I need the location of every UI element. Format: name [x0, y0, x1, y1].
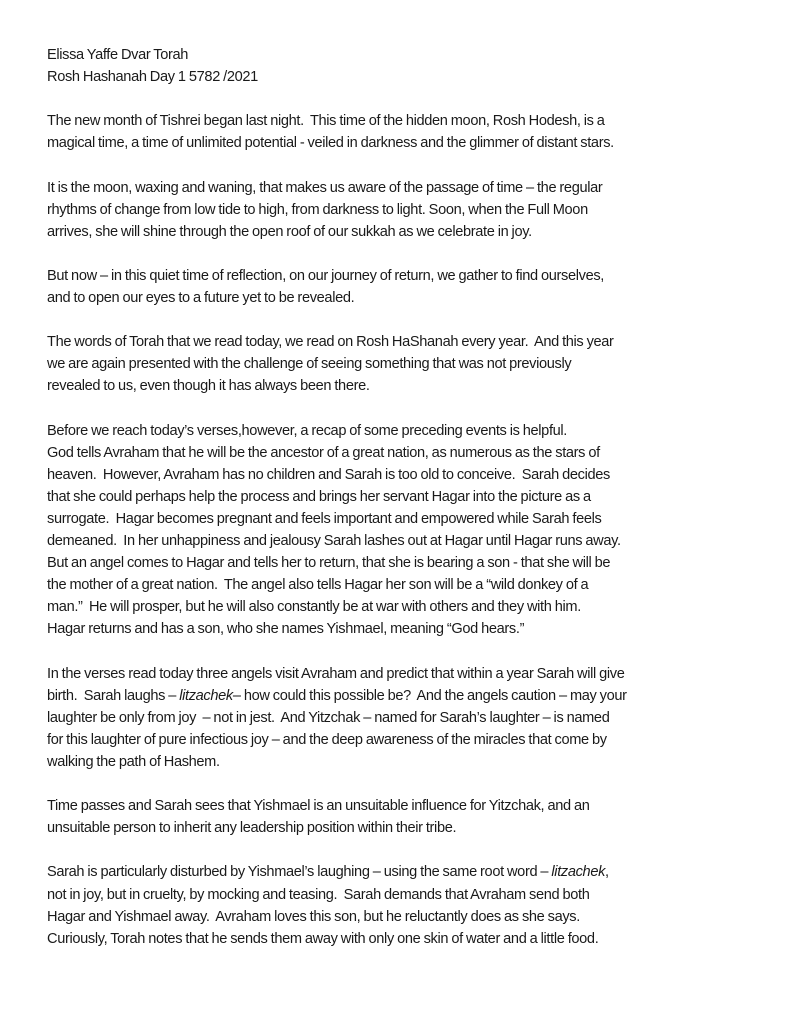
text-segment: Hagar returns and has a son, who she names Yishmael, meaning “God hears.” [47, 621, 525, 638]
text-line [47, 265, 747, 287]
paragraph-spacer [47, 773, 747, 795]
text-line [47, 707, 747, 729]
occasion-date-line: Rosh Hashanah Day 1 5782 /2021 [47, 69, 258, 86]
text-line [47, 221, 747, 243]
text-line [47, 795, 747, 817]
text-line [47, 464, 747, 486]
paragraph-spacer [47, 839, 747, 861]
text-segment: revealed to us, even though it has always been there. [47, 378, 370, 395]
text-segment: It is the moon, waxing and waning, that makes us aware of the passage of time – the regular [47, 179, 603, 196]
text-segment: birth. Sarah laughs – [47, 687, 180, 704]
text-segment: we are again presented with the challenge of seeing something that was not previously [47, 356, 572, 373]
paragraph [47, 420, 747, 641]
paragraphs-container [47, 88, 747, 950]
text-segment: Sarah is particularly disturbed by Yishmael’s laughing – using the same root word – [47, 864, 552, 881]
text-segment: rhythms of change from low tide to high, from darkness to light. Soon, when the Full Moon [47, 201, 588, 218]
text-line [47, 552, 747, 574]
text-line [47, 729, 747, 751]
text-segment: The words of Torah that we read today, we read on Rosh HaShanah every year. And this year [47, 334, 614, 351]
text-line [47, 574, 747, 596]
text-segment: walking the path of Hashem. [47, 754, 220, 770]
text-line [47, 861, 747, 883]
text-line [47, 596, 747, 618]
text-segment: In the verses read today three angels visit Avraham and predict that within a year Sarah will give [47, 665, 625, 682]
paragraph-spacer [47, 641, 747, 663]
text-segment: But an angel comes to Hagar and tells her to return, that she is bearing a son - that she will be [47, 555, 611, 572]
text-line [47, 420, 747, 442]
text-line [47, 199, 747, 221]
text-segment: Time passes and Sarah sees that Yishmael is an unsuitable influence for Yitzchak, and an [47, 798, 590, 815]
text-segment: , [605, 864, 609, 881]
text-segment: magical time, a time of unlimited potential - veiled in darkness and the glimmer of distant stars. [47, 135, 614, 152]
text-line [47, 287, 747, 309]
paragraph [47, 795, 747, 839]
text-segment: man.” He will prosper, but he will also constantly be at war with others and they with him. [47, 599, 581, 616]
text-line [47, 353, 747, 375]
italic-term: litzachek [179, 687, 233, 704]
text-line [47, 442, 747, 464]
paragraph-spacer [47, 243, 747, 265]
text-segment: the mother of a great nation. The angel also tells Hagar her son will be a “wild donkey of a [47, 577, 589, 594]
text-line [47, 530, 747, 552]
text-line [47, 110, 747, 132]
text-line [47, 375, 747, 397]
text-line [47, 685, 747, 707]
text-line [47, 663, 747, 685]
text-line [47, 132, 747, 154]
paragraph [47, 861, 747, 949]
text-segment: demeaned. In her unhappiness and jealousy Sarah lashes out at Hagar until Hagar runs away. [47, 533, 621, 550]
text-segment: that she could perhaps help the process and brings her servant Hagar into the picture as a [47, 488, 591, 505]
text-line [47, 331, 747, 353]
text-line [47, 177, 747, 199]
paragraph-spacer [47, 398, 747, 420]
paragraph [47, 663, 747, 773]
paragraph-spacer [47, 88, 747, 110]
paragraph-spacer [47, 154, 747, 176]
text-line [47, 508, 747, 530]
text-line [47, 906, 747, 928]
text-segment: for this laughter of pure infectious joy – and the deep awareness of the miracles that come by [47, 731, 607, 748]
text-line [47, 751, 747, 773]
text-line [47, 817, 747, 839]
document-header [47, 44, 747, 88]
text-segment: not in joy, but in cruelty, by mocking and teasing. Sarah demands that Avraham send both [47, 886, 590, 903]
paragraph [47, 110, 747, 154]
text-segment: and to open our eyes to a future yet to be revealed. [47, 290, 355, 307]
text-line [47, 486, 747, 508]
text-segment: Hagar and Yishmael away. Avraham loves this son, but he reluctantly does as she says. [47, 908, 580, 925]
text-segment: But now – in this quiet time of reflection, on our journey of return, we gather to find ourselves, [47, 267, 604, 284]
text-line [47, 884, 747, 906]
text-line [47, 618, 747, 640]
text-segment: heaven. However, Avraham has no children and Sarah is too old to conceive. Sarah decides [47, 466, 610, 483]
text-segment: laughter be only from joy – not in jest. And Yitzchak – named for Sarah’s laughter – is named [47, 709, 610, 726]
italic-term: litzachek [551, 864, 606, 881]
text-segment: surrogate. Hagar becomes pregnant and feels important and empowered while Sarah feels [47, 510, 602, 527]
text-line [47, 928, 747, 950]
text-segment: Before we reach today’s verses,however, a recap of some preceding events is helpful. [47, 422, 568, 439]
text-segment: The new month of Tishrei began last night. This time of the hidden moon, Rosh Hodesh, is a [47, 113, 605, 130]
text-segment: unsuitable person to inherit any leadership position within their tribe. [47, 820, 457, 837]
text-segment: God tells Avraham that he will be the ancestor of a great nation, as numerous as the stars of [47, 444, 600, 461]
author-title-line: Elissa Yaffe Dvar Torah [47, 47, 189, 63]
paragraph [47, 177, 747, 243]
text-segment: Curiously, Torah notes that he sends them away with only one skin of water and a little food. [47, 930, 599, 947]
paragraph [47, 331, 747, 397]
paragraph-spacer [47, 309, 747, 331]
document-body [47, 44, 747, 950]
text-segment: arrives, she will shine through the open roof of our sukkah as we celebrate in joy. [47, 223, 532, 240]
text-segment: – how could this possible be? And the angels caution – may your [232, 687, 627, 704]
paragraph [47, 265, 747, 309]
